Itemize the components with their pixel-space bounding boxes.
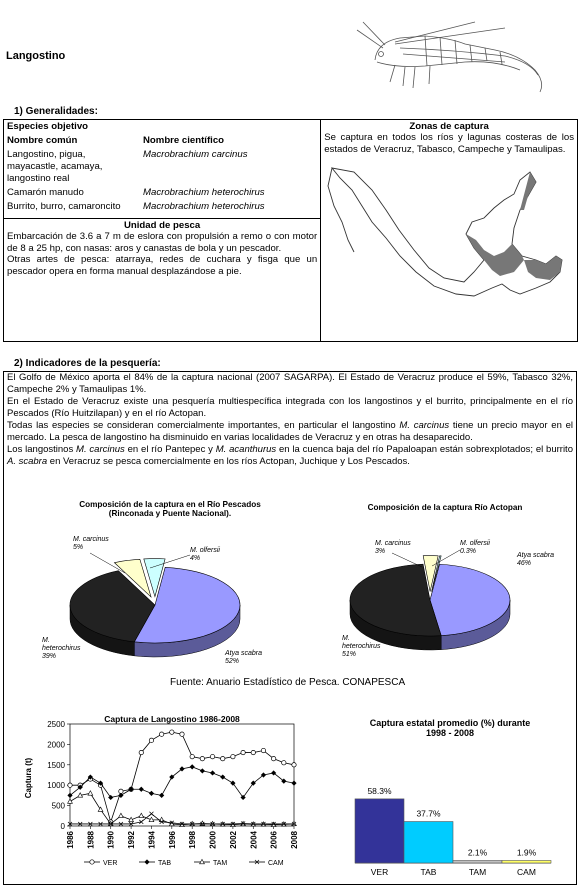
bar-value-label-ver: 58.3%	[367, 785, 392, 796]
point-ver	[68, 783, 72, 787]
zones-text: Se captura en todos los ríos y lagunas costeras de los estados de Veracruz, Tabasco, Campeche y Tamaulipas.	[324, 132, 574, 155]
pie-label-atya-scabra: Atya scabra	[517, 552, 554, 559]
point-tam	[119, 813, 124, 817]
bar-value-label-cam: 1.9%	[516, 847, 537, 858]
point-tam	[139, 813, 144, 817]
point-ver	[210, 754, 214, 758]
pie1-title: Composición de la captura en el Río Pescados (Rinconada y Puente Nacional).	[79, 500, 261, 518]
x-tick-label: 2004	[249, 831, 259, 849]
pie-label-m-heterochirus: M.	[42, 637, 50, 644]
bar-tam	[453, 861, 502, 864]
species-sci-2: Macrobrachium heterochirus	[143, 187, 265, 198]
point-tab	[128, 787, 133, 792]
point-cam	[149, 812, 153, 816]
pie-label-m-olfersii: M. olfersii	[460, 540, 490, 547]
species-common-1: Langostino, pigua, mayacastle, acamaya, langostino real	[7, 149, 103, 184]
line-chart-title: Captura de Langostino 1986-2008	[104, 714, 240, 724]
point-ver	[251, 750, 255, 754]
legend-label-ver: VER	[103, 860, 118, 867]
pie-label-m-heterochirus: M.	[342, 635, 350, 642]
point-ver	[241, 750, 245, 754]
pie-label-m-heterochirus: heterochirus	[42, 645, 81, 652]
pie-label-m-heterochirus: 39%	[42, 653, 57, 660]
unit-text-1: Embarcación de 3.6 a 7 m de eslora con propulsión a remo o con motor de 8 a 25 hp, con nasas: aros y canastas de bola y un pescador.	[7, 231, 318, 254]
point-tab	[190, 764, 195, 769]
point-tab	[200, 768, 205, 773]
bar-cam	[502, 861, 551, 864]
point-ver	[221, 756, 225, 760]
pie-label-m-carcinus: M. carcinus	[73, 536, 109, 543]
page-title: Langostino	[6, 50, 66, 62]
unit-cell	[4, 219, 321, 342]
y-tick-label: 2000	[47, 740, 65, 750]
pie-label-m-olfersii: M. olfersii	[190, 547, 220, 554]
point-ver	[159, 732, 163, 736]
x-tick-label: 1996	[167, 831, 177, 849]
y-axis-label: Captura (t)	[24, 757, 33, 799]
legend-marker-tam	[200, 859, 205, 863]
point-tam	[68, 799, 73, 803]
species-cell	[4, 120, 321, 219]
bar-category-label-cam: CAM	[517, 867, 536, 877]
pie-label-m-olfersii: 0.3%	[460, 548, 476, 555]
x-tick-label: 2002	[228, 831, 238, 849]
point-tab	[240, 795, 245, 800]
pie-chart-rio-actopan	[330, 535, 570, 675]
point-ver	[149, 738, 153, 742]
point-tab	[149, 791, 154, 796]
point-ver	[282, 761, 286, 765]
pie-label-m-carcinus: 5%	[73, 544, 84, 551]
bar-value-label-tab: 37.7%	[416, 808, 441, 819]
point-ver	[261, 748, 265, 752]
point-ver	[190, 754, 194, 758]
pie-label-m-olfersii: 4%	[190, 555, 201, 562]
point-ver	[139, 750, 143, 754]
series-line-tam	[70, 793, 294, 824]
bar-chart-captura-estatal	[350, 750, 560, 880]
x-tick-label: 1994	[147, 831, 157, 849]
point-tab	[291, 781, 296, 786]
x-tick-label: 2000	[208, 831, 218, 849]
section-heading-indicadores: 2) Indicadores de la pesquería:	[14, 358, 161, 369]
pie-chart-rio-pescados	[40, 535, 290, 675]
species-sci-1: Macrobrachium carcinus	[143, 149, 248, 160]
line-chart-captura	[22, 710, 312, 880]
pie-label-m-carcinus: 3%	[375, 548, 386, 555]
x-tick-label: 1990	[106, 831, 116, 849]
bar-value-label-tam: 2.1%	[467, 847, 488, 858]
x-tick-label: 1986	[66, 831, 75, 849]
x-tick-label: 1992	[127, 831, 137, 849]
bar-chart-title: Captura estatal promedio (%) durante 1998 - 2008	[369, 718, 531, 738]
pie-label-atya-scabra: Atya scabra	[225, 650, 262, 657]
scientific-name-header: Nombre científico	[143, 135, 225, 146]
zones-cell	[321, 120, 578, 342]
legend-marker-ver	[90, 860, 94, 864]
point-tab	[108, 795, 113, 800]
point-tam	[88, 791, 93, 795]
species-common-2: Camarón manudo	[7, 187, 84, 198]
pie-leader-line	[392, 553, 422, 567]
x-tick-label: 2008	[290, 831, 299, 849]
indicators-paragraph-3: Todas las especies se consideran comercialmente importantes, en particular el langostino M. carcinus tiene un precio mayor en el mercado. La pesca de langostino ha disminuido en varias localidades de Veracruz y en otras ha desaparecido.	[7, 420, 574, 443]
unit-text-2: Otras artes de pesca: atarraya, redes de cuchara y fisga que un pescador opera en forma manual desplazándose a pie.	[7, 254, 318, 277]
species-sci-3: Macrobrachium heterochirus	[143, 201, 265, 212]
point-tab	[159, 793, 164, 798]
x-tick-label: 1998	[188, 831, 198, 849]
shrimp-illustration	[355, 20, 555, 98]
legend-marker-tab	[144, 859, 149, 864]
point-ver	[292, 763, 296, 767]
pie2-title: Composición de la captura Río Actopan	[367, 503, 523, 512]
unit-heading: Unidad de pesca	[123, 220, 201, 231]
point-ver	[231, 754, 235, 758]
plot-frame	[70, 724, 294, 826]
species-common-3: Burrito, burro, camaroncito	[7, 201, 121, 212]
pie-label-atya-scabra: 46%	[517, 560, 532, 567]
source-note: Fuente: Anuario Estadístico de Pesca. CONAPESCA	[170, 677, 406, 688]
indicators-paragraph-1: El Golfo de México aporta el 84% de la captura nacional (2007 SAGARPA). El Estado de Veracruz produce el 59%, Tabasco 32%, Campeche 2% y Tamaulipas 1%.	[7, 372, 573, 395]
bar-tab	[404, 822, 453, 863]
x-tick-label: 2006	[269, 831, 279, 849]
pie-label-m-heterochirus: 51%	[342, 651, 357, 658]
mexico-map	[324, 160, 569, 300]
y-tick-label: 500	[51, 801, 65, 811]
bar-category-label-tam: TAM	[468, 867, 487, 877]
legend-label-cam: CAM	[268, 860, 284, 867]
point-tam	[200, 821, 205, 825]
generalidades-table	[3, 119, 578, 342]
point-ver	[271, 756, 275, 760]
pie-label-m-heterochirus: heterochirus	[342, 643, 381, 650]
pie-label-atya-scabra: 52%	[225, 658, 240, 665]
legend-label-tab: TAB	[158, 860, 172, 867]
point-ver	[180, 732, 184, 736]
pie-label-m-carcinus: M. carcinus	[375, 540, 411, 547]
section-heading-generalidades: 1) Generalidades:	[14, 106, 98, 117]
y-tick-label: 0	[60, 822, 65, 831]
point-ver	[200, 756, 204, 760]
bar-ver	[355, 799, 404, 863]
point-ver	[170, 730, 174, 734]
y-tick-label: 1000	[47, 781, 65, 791]
zones-heading: Zonas de captura	[409, 121, 489, 132]
x-tick-label: 1988	[86, 831, 96, 849]
point-tab	[139, 787, 144, 792]
point-tab	[210, 770, 215, 775]
point-tab	[230, 781, 235, 786]
indicators-paragraph-4: Los langostinos M. carcinus en el río Pantepec y M. acanthurus en la cuenca baja del río Papaloapan están sobrexplotados; el burrito A. scabra en Veracruz se pesca comercialmente en los ríos Actopan, Juchique y Los Pescados.	[7, 444, 573, 467]
common-name-header: Nombre común	[7, 135, 78, 146]
y-tick-label: 2500	[47, 720, 65, 729]
y-tick-label: 1500	[47, 760, 65, 770]
bar-category-label-tab: TAB	[420, 867, 437, 877]
point-tab	[220, 774, 225, 779]
species-heading: Especies objetivo	[7, 121, 89, 132]
indicators-paragraph-2: En el Estado de Veracruz existe una pesquería multiespecífica integrada con los langostinos y el burrito, principalmente en el río Pescados (Río Huitzilapan) y en el río Actopan.	[7, 396, 573, 419]
legend-label-tam: TAM	[213, 860, 228, 867]
bar-category-label-ver: VER	[370, 867, 389, 877]
